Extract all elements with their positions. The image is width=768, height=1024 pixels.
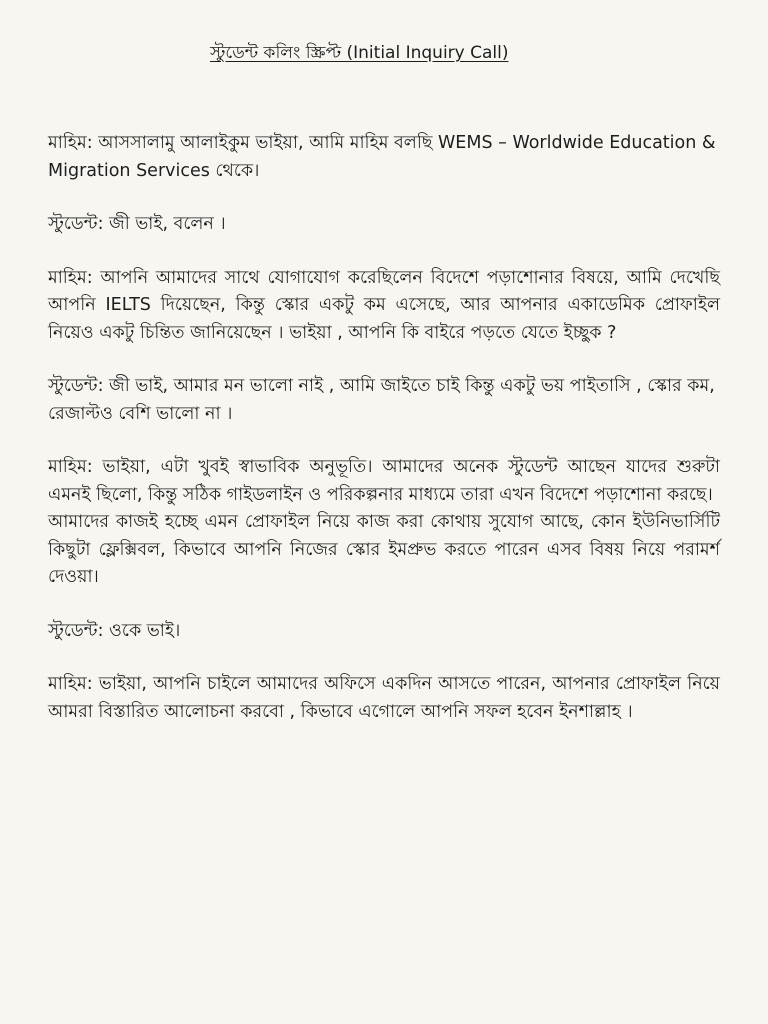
dialogue-line: [48, 671, 720, 726]
dialogue-text: ভাইয়া, আপনি চাইলে আমাদের অফিসে একদিন আসতে পারেন, আপনার প্রোফাইল নিয়ে আমরা বিস্তারিত আলোচনা করবো , কিভাবে এগোলে আপনি সফল হবেন ইনশাল্লাহ ।: [48, 674, 720, 722]
speaker-name: স্টুডেন্ট:: [48, 376, 104, 396]
speaker-name: মাহিম:: [48, 674, 93, 694]
dialogue-line: [48, 130, 720, 185]
dialogue-line: [48, 211, 720, 239]
dialogue-line: [48, 373, 720, 428]
dialogue-text: ভাইয়া, এটা খুবই স্বাভাবিক অনুভূতি। আমাদের অনেক স্টুডেন্ট আছেন যাদের শুরুটা এমনই ছিলো, কিন্তু সঠিক গাইডলাইন ও পরিকল্পনার মাধ্যমে তারা এখন বিদেশে পড়াশোনা করছে।: [48, 457, 720, 505]
dialogue-line: [48, 454, 720, 592]
dialogue-text: ওকে ভাই।: [109, 620, 181, 641]
speaker-name: মাহিম:: [48, 133, 93, 153]
speaker-name: স্টুডেন্ট:: [48, 620, 104, 641]
dialogue-line: [48, 618, 720, 646]
dialogue-first-part: [48, 454, 720, 509]
dialogue-text: আসসালামু আলাইকুম ভাইয়া, আমি মাহিম বলছি WEMS – Worldwide Education & Migration Services থেকে।: [48, 133, 716, 181]
speaker-name: মাহিম:: [48, 267, 93, 288]
speaker-name: মাহিম:: [48, 457, 93, 477]
dialogue-text: আপনি আমাদের সাথে যোগাযোগ করেছিলেন বিদেশে পড়াশোনার বিষয়ে, আমি দেখেছি আপনি IELTS দিয়েছেন, কিন্তু স্কোর একটু কম এসেছে, আর আপনার একাডেমিক প্রোফাইল নিয়েও একটু চিন্তিত জানিয়েছেন । ভাইয়া , আপনি কি বাইরে পড়তে যেতে ইচ্ছুক ?: [48, 267, 720, 343]
dialogue-line: [48, 265, 720, 348]
document-title: স্টুডেন্ট কলিং স্ক্রিপ্ট (Initial Inquiry Call): [210, 43, 509, 63]
dialogue-text: জী ভাই, বলেন ।: [109, 214, 226, 234]
speaker-name: স্টুডেন্ট:: [48, 214, 104, 234]
dialogue-script: [48, 130, 720, 752]
dialogue-text: জী ভাই, আমার মন ভালো নাই , আমি জাইতে চাই কিন্তু একটু ভয় পাইতাসি , স্কোর কম, রেজাল্টও বেশি ভালো না ।: [48, 376, 715, 424]
dialogue-continuation: আমাদের কাজই হচ্ছে এমন প্রোফাইল নিয়ে কাজ করা কোথায় সুযোগ আছে, কোন ইউনিভার্সিটি কিছুটা ফ্লেক্সিবল, কিভাবে আপনি নিজের স্কোর ইমপ্রুভ করতে পারেন এসব বিষয় নিয়ে পরামর্শ দেওয়া।: [48, 512, 720, 587]
